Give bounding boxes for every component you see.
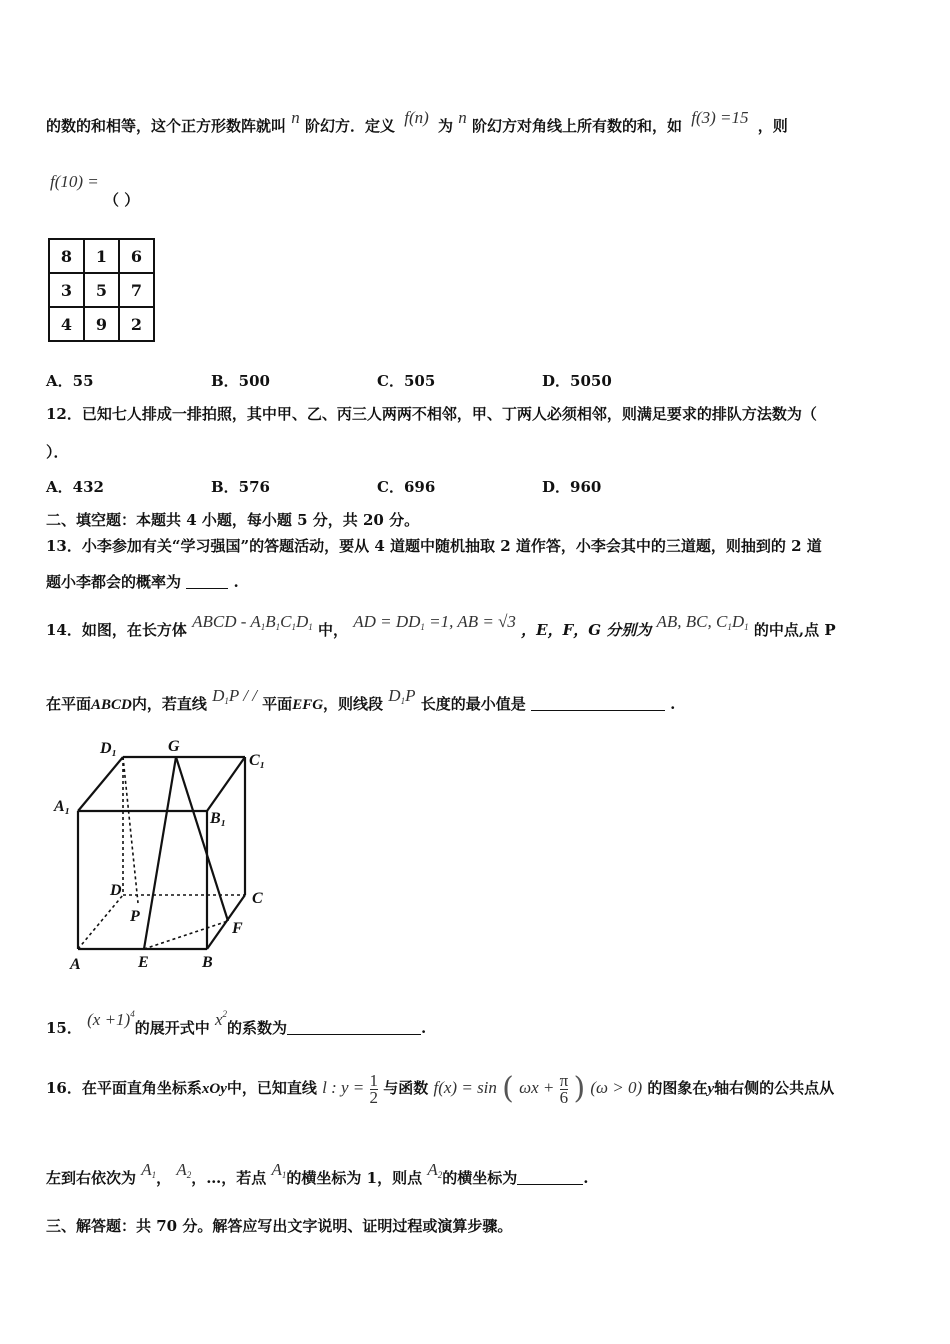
q16-func: f(x) = sin xyxy=(433,1078,497,1097)
q11-option-c: C．505 xyxy=(377,372,436,390)
label-d: D xyxy=(110,882,122,899)
q11-f3: f(3) =15 xyxy=(691,108,749,127)
q14-d1p-text: D xyxy=(212,686,225,705)
answer-blank[interactable] xyxy=(531,694,665,711)
q14-d1p-parallel: $D_1P$ / / xyxy=(212,686,257,706)
q11-text-d: 阶幻方对角线上所有数的和，如 xyxy=(472,117,683,135)
q11-n: n xyxy=(291,108,300,127)
q11-option-b: B．500 xyxy=(211,372,270,390)
magic-cell: 2 xyxy=(119,307,154,341)
q11-paren xyxy=(104,190,139,210)
q11-text-c: 为 xyxy=(438,117,454,135)
q13-line1: 13．小李参加有关“学习强国”的答题活动，要从 4 道题中随机抽取 2 道作答，小李会其中的三道题，则抽到的 2 道 xyxy=(46,537,822,555)
magic-cell: 6 xyxy=(119,239,154,273)
magic-cell: 3 xyxy=(49,273,84,307)
q16-a1b-text: A xyxy=(271,1160,282,1179)
q14-line2-b: 内，若直线 xyxy=(131,695,207,713)
q16-text-c: 的图象在 xyxy=(647,1079,708,1097)
q11-text-e: ，则 xyxy=(757,117,788,135)
label-g: G xyxy=(168,738,180,755)
q16-sep2: ，…，若点 xyxy=(191,1169,267,1187)
q16-pi: π xyxy=(559,1070,569,1090)
label-a: A xyxy=(70,956,81,973)
magic-cell: 9 xyxy=(84,307,119,341)
q12-option-b: B．576 xyxy=(211,478,270,496)
q14-line2-c: 平面 xyxy=(262,695,293,713)
q16-y: y xyxy=(707,1081,715,1097)
q12-line2 xyxy=(46,442,69,462)
q14-cond: AD = $DD_1 =1$, AB = √3 xyxy=(353,612,516,632)
q14-d1p2-text: D xyxy=(388,686,401,705)
edge-gf xyxy=(176,757,228,921)
q15-x2 xyxy=(215,1010,227,1029)
q14-line2 xyxy=(46,686,676,719)
q12-option-c: C．696 xyxy=(377,478,436,496)
label-b: B xyxy=(202,954,213,971)
q11-option-d: D．5050 xyxy=(542,372,612,390)
label-f: F xyxy=(232,920,243,937)
q16-half-den: 2 xyxy=(369,1087,379,1107)
label-d1: D₁ xyxy=(100,740,118,757)
cuboid-figure xyxy=(40,735,280,975)
q16-a2b: $A_2$ xyxy=(427,1160,443,1180)
q16-cond: (ω > 0) xyxy=(590,1078,643,1097)
q15-x2exp: 2 xyxy=(222,1009,227,1019)
magic-cell: 8 xyxy=(49,239,84,273)
q16-six: 6 xyxy=(559,1087,569,1107)
magic-square xyxy=(48,238,155,342)
q14-abcd: ABCD xyxy=(91,697,132,713)
q14-cuboid: ABCD - $A_1B_1C_1D_1$ xyxy=(192,612,313,632)
q15-suffix: 的系数为 xyxy=(227,1019,288,1037)
q16-line1 xyxy=(46,1066,834,1110)
q16-line2-a: 左到右依次为 xyxy=(46,1169,137,1187)
section2-heading: 二、填空题：本题共 4 小题，每小题 5 分，共 20 分。 xyxy=(46,511,420,529)
q16-lparen: ( xyxy=(502,1071,514,1106)
edge-ge xyxy=(144,757,176,949)
q14-mid: 中， xyxy=(317,621,348,639)
q16-end: . xyxy=(583,1169,589,1187)
magic-row xyxy=(49,273,154,307)
q16-a1-text: A xyxy=(141,1160,152,1179)
q15-expr-text: (x +1) xyxy=(87,1010,131,1029)
magic-cell: 1 xyxy=(84,239,119,273)
q13-end: . xyxy=(233,573,239,591)
magic-row xyxy=(49,239,154,273)
q16-line-eq: l : y = xyxy=(322,1078,365,1097)
q16-pi-over-6 xyxy=(559,1070,569,1107)
q15-mid: 的展开式中 xyxy=(134,1019,210,1037)
q16-mid: 中，已知直线 xyxy=(226,1079,317,1097)
q16-half xyxy=(369,1070,379,1107)
q16-xoy: xOy xyxy=(201,1081,227,1097)
q16-a1b: $A_1$ xyxy=(271,1160,287,1180)
edge-a1d1 xyxy=(78,757,123,811)
edge-ad xyxy=(78,895,123,949)
q14-mids-text: AB, BC, C xyxy=(656,612,728,631)
q14-efg2: EFG xyxy=(292,697,324,713)
q14-efg: ，E，F，G 分别为 xyxy=(521,621,652,639)
edge-b1c1 xyxy=(207,757,245,811)
q16-a2-text: A xyxy=(176,1160,187,1179)
label-b1: B₁ xyxy=(210,810,227,827)
q16-half-num: 1 xyxy=(369,1070,379,1090)
q16-prefix: 16．在平面直角坐标系 xyxy=(46,1079,202,1097)
edge-d1p xyxy=(123,757,138,903)
label-e: E xyxy=(138,954,149,971)
q11-f10: f(10) = xyxy=(50,172,99,191)
q16-a1: $A_1$ xyxy=(141,1160,157,1180)
q11-n2: n xyxy=(458,108,467,127)
q12-option-a: A．432 xyxy=(46,478,104,496)
q12-text: 12．已知七人排成一排拍照，其中甲、乙、丙三人两两不相邻，甲、丁两人必须相邻，则满足要求的排队方法数为（ xyxy=(46,405,817,423)
q11-line2 xyxy=(50,172,99,200)
q14-prefix: 14．如图，在长方体 xyxy=(46,621,187,639)
q15-prefix: 15． xyxy=(46,1019,82,1037)
q14-cuboid-text: ABCD - A xyxy=(192,612,261,631)
q16-line2-c: 的横坐标为 xyxy=(442,1169,518,1187)
magic-row xyxy=(49,307,154,341)
q14-line2-e: 长度的最小值是 xyxy=(420,695,526,713)
q14-line2-a: 在平面 xyxy=(46,695,92,713)
q16-text-d: 轴右侧的公共点从 xyxy=(714,1079,835,1097)
q12-line1 xyxy=(46,404,817,424)
q12-text-end: ）． xyxy=(46,443,69,461)
magic-cell: 4 xyxy=(49,307,84,341)
q16-a2: $A_2$ xyxy=(176,1160,192,1180)
q14-end: . xyxy=(670,695,676,713)
q14-cond2-text: =1, AB = √3 xyxy=(424,612,516,631)
q14-cond-text: AD = DD xyxy=(353,612,421,631)
q16-arg: ωx + xyxy=(519,1078,555,1097)
q11-fn: f(n) xyxy=(404,108,429,127)
answer-blank[interactable] xyxy=(287,1018,421,1035)
q12-option-d: D．960 xyxy=(542,478,602,496)
label-c: C xyxy=(252,890,263,907)
magic-cell: 7 xyxy=(119,273,154,307)
q16-line2 xyxy=(46,1160,589,1193)
q13-line2 xyxy=(46,572,239,592)
label-c1: C₁ xyxy=(249,752,266,769)
q16-line2-b: 的横坐标为 1，则点 xyxy=(286,1169,423,1187)
magic-cell: 5 xyxy=(84,273,119,307)
q16-text-b: 与函数 xyxy=(383,1079,429,1097)
q15-exp: 4 xyxy=(130,1009,135,1019)
q11-line1 xyxy=(46,108,788,136)
q14-line2-d: ，则线段 xyxy=(323,695,384,713)
q14-parallel-text: P / / xyxy=(228,686,257,705)
q11-paren-text: （ ） xyxy=(104,191,140,209)
q15-end: . xyxy=(421,1019,427,1037)
q15-x2-text: x xyxy=(214,1010,223,1029)
label-p: P xyxy=(130,908,140,925)
q15-line xyxy=(46,1009,427,1038)
q14-d1p2: $D_1P$ xyxy=(388,686,416,706)
q16-rparen: ) xyxy=(573,1071,586,1106)
answer-blank[interactable] xyxy=(186,572,228,589)
q14-after: 的中点,点 P xyxy=(753,621,836,639)
q11-option-a: A．55 xyxy=(46,372,94,390)
q11-text-b: 阶幻方．定义 xyxy=(304,117,395,135)
q16-a2b-text: A xyxy=(427,1160,438,1179)
q14-line1 xyxy=(46,612,836,645)
q14-mids: AB, BC, $C_1D_1$ xyxy=(656,612,749,632)
q15-expr xyxy=(87,1010,135,1029)
label-a1: A₁ xyxy=(54,798,71,815)
q13-line2-text: 题小李都会的概率为 xyxy=(46,573,182,591)
edge-ef xyxy=(144,921,228,949)
q11-text-a: 的数的和相等，这个正方形数阵就叫 xyxy=(46,117,287,135)
q16-sep1: ， xyxy=(156,1169,172,1187)
answer-blank[interactable] xyxy=(517,1168,583,1185)
section3-heading: 三、解答题：共 70 分。解答应写出文字说明、证明过程或演算步骤。 xyxy=(46,1217,513,1235)
